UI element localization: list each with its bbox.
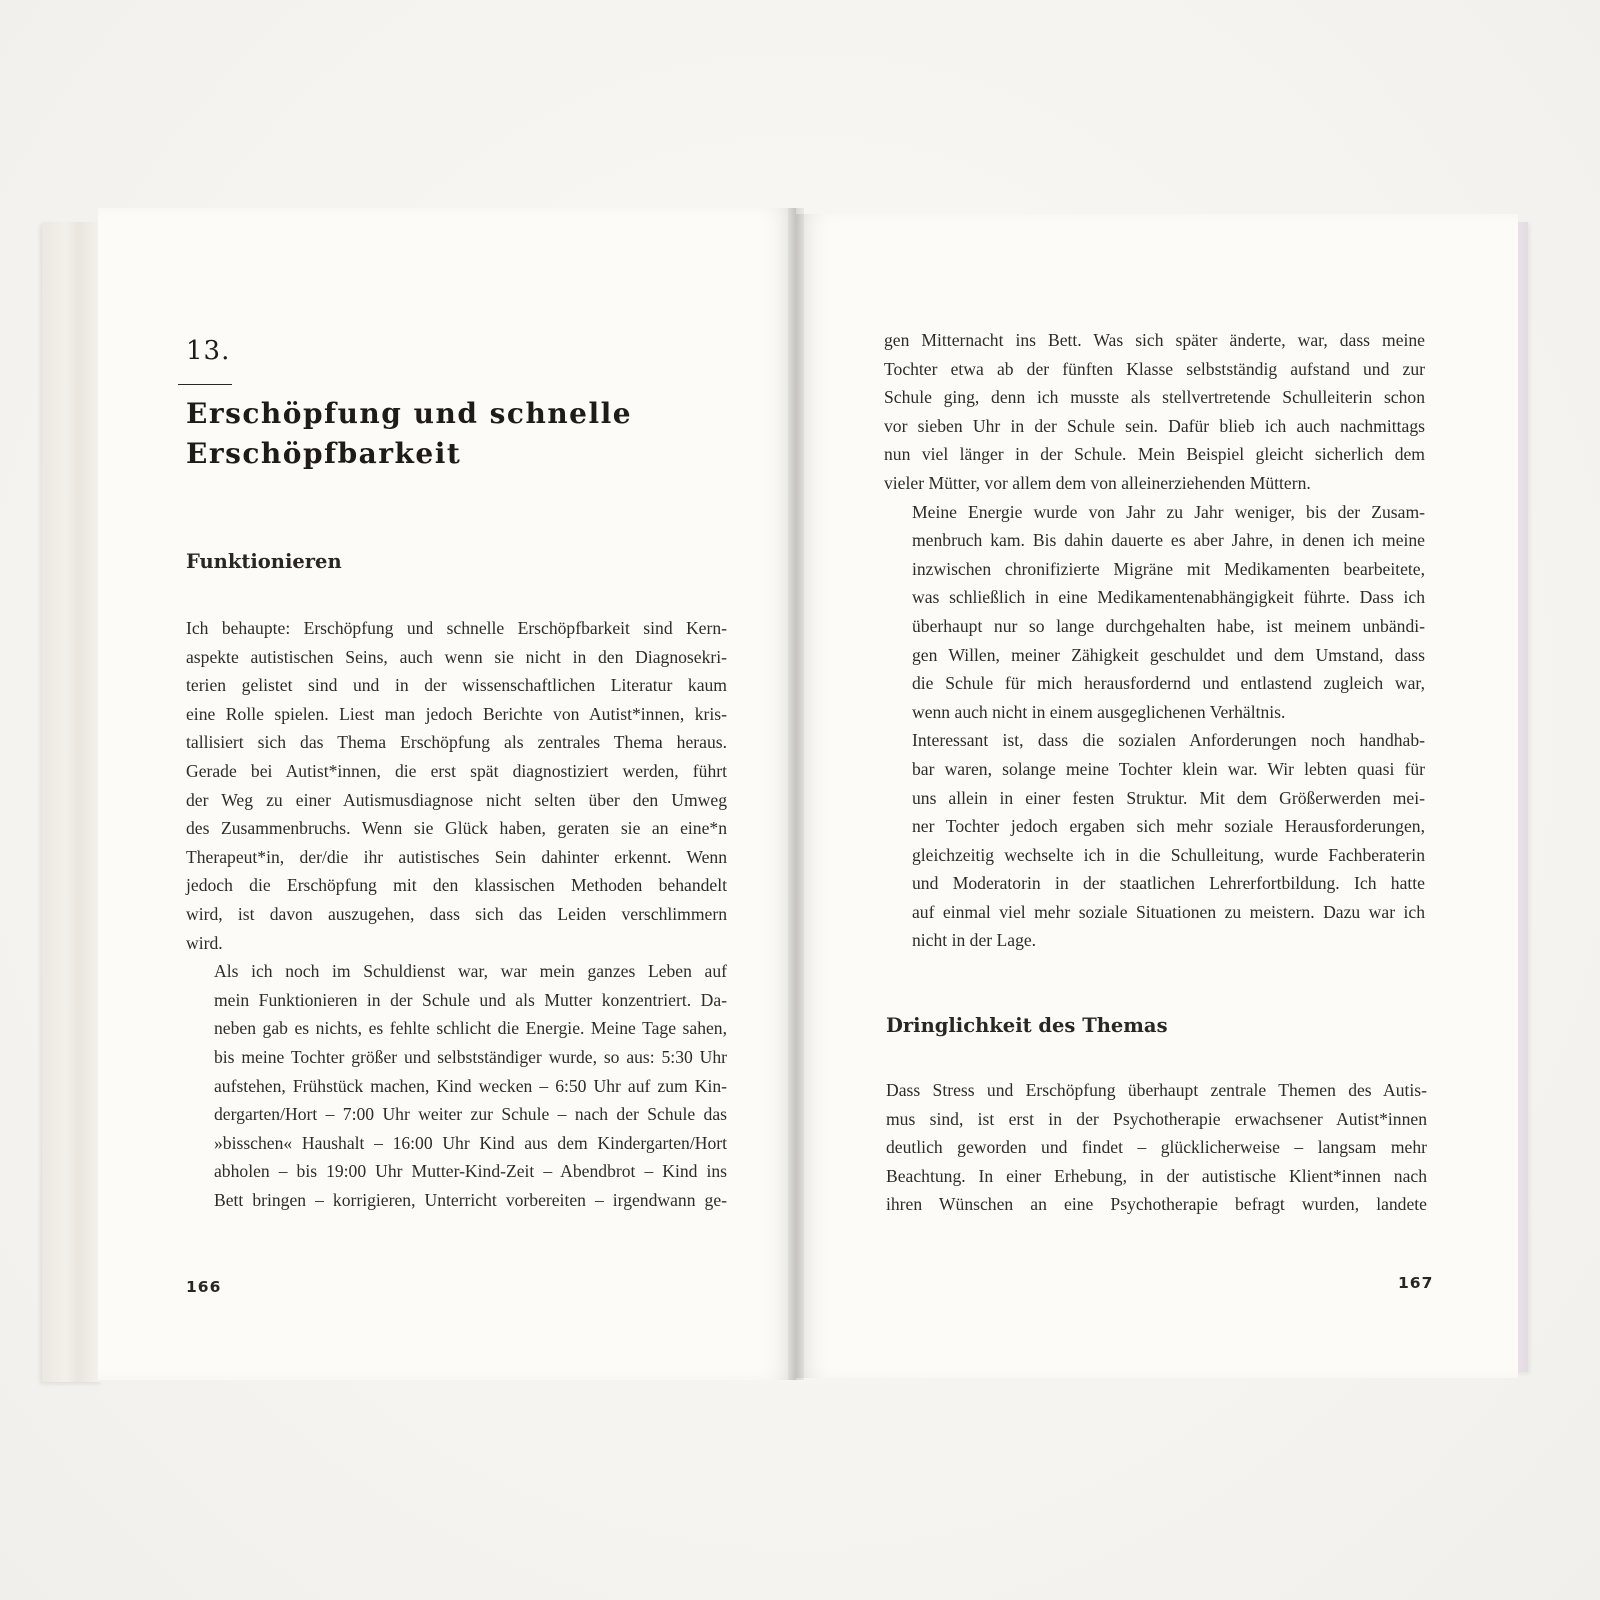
text-line: gen Mitternacht ins Bett. Was sich später änderte, war, dass meine <box>884 330 1425 350</box>
text-line: mus sind, ist erst in der Psychotherapie erwachsener Autist*innen <box>886 1108 1427 1129</box>
text-line: die Schule für mich herausfordernd und entlastend zugleich war, <box>912 673 1425 694</box>
text-line: Als ich noch im Schuldienst war, war mein ganzes Leben auf <box>214 961 727 982</box>
paragraph <box>884 326 1425 498</box>
text-line: wird, ist davon auszugehen, dass sich das Leiden verschlimmern <box>186 903 727 924</box>
text-line: ihren Wünschen an eine Psychotherapie befragt wurden, landete <box>886 1194 1427 1215</box>
text-line: der Weg zu einer Autismusdiagnose nicht selten über den Umweg <box>186 789 727 810</box>
text-line: terien gelistet sind und in der wissenschaftlichen Literatur kaum <box>186 675 727 696</box>
right-body-text-top <box>884 326 1425 955</box>
text-line: Schule ging, denn ich musste als stellvertretende Schulleiterin schon <box>884 387 1425 408</box>
text-line: aufstehen, Frühstück machen, Kind wecken – 6:50 Uhr auf zum Kin- <box>214 1075 727 1096</box>
text-line: vieler Mütter, vor allem dem von alleinerziehenden Müttern. <box>884 472 1311 493</box>
right-body-text-bottom <box>886 1076 1427 1219</box>
text-line: wenn auch nicht in einem ausgeglichenen Verhältnis. <box>912 701 1286 722</box>
paragraph <box>186 614 727 957</box>
text-line: Gerade bei Autist*innen, die erst spät diagnostiziert werden, führt <box>186 760 727 781</box>
text-line: Interessant ist, dass die sozialen Anforderungen noch handhab- <box>912 730 1425 751</box>
right-page <box>796 214 1518 1378</box>
text-line: deutlich geworden und findet – glücklicherweise – langsam mehr <box>886 1137 1427 1158</box>
text-line: Bett bringen – korrigieren, Unterricht vorbereiten – irgendwann ge- <box>214 1189 727 1210</box>
text-line: jedoch die Erschöpfung mit den klassischen Methoden behandelt <box>186 875 727 896</box>
left-page <box>98 208 796 1380</box>
text-line: Ich behaupte: Erschöpfung und schnelle Erschöpfbarkeit sind Kern- <box>186 618 727 638</box>
text-line: Therapeut*in, der/die ihr autistisches Sein dahinter erkennt. Wenn <box>186 846 727 867</box>
page-stack-left <box>42 222 102 1382</box>
text-line: überhaupt nur so lange durchgehalten habe, ist meinem unbändi- <box>912 615 1425 636</box>
text-line: Beachtung. In einer Erhebung, in der autistische Klient*innen nach <box>886 1165 1427 1186</box>
section-title-dringlichkeit: Dringlichkeit des Themas <box>886 1014 1168 1037</box>
text-line: gen Willen, meiner Zähigkeit geschuldet und dem Umstand, dass <box>912 644 1425 665</box>
chapter-title: Erschöpfung und schnelle Erschöpfbarkeit <box>186 397 633 470</box>
text-line: was schließlich in eine Medikamentenabhängigkeit führte. Dass ich <box>912 587 1425 608</box>
paragraph <box>186 957 727 1214</box>
text-line: Tochter etwa ab der fünften Klasse selbstständig aufstand und zur <box>884 358 1425 379</box>
text-line: uns allein in einer festen Struktur. Mit dem Größerwerden mei- <box>912 787 1425 808</box>
text-line: tallisiert sich das Thema Erschöpfung als zentrales Thema heraus. <box>186 732 727 753</box>
text-line: abholen – bis 19:00 Uhr Mutter-Kind-Zeit – Abendbrot – Kind ins <box>214 1161 727 1182</box>
text-line: des Zusammenbruchs. Wenn sie Glück haben, geraten sie an eine*n <box>186 818 727 839</box>
text-line: und Moderatorin in der staatlichen Lehrerfortbildung. Ich hatte <box>912 873 1425 894</box>
text-line: inzwischen chronifizierte Migräne mit Medikamenten bearbeitete, <box>912 558 1425 579</box>
text-line: bar waren, solange meine Tochter klein war. Wir lebten quasi für <box>912 758 1425 779</box>
text-line: aspekte autistischen Seins, auch wenn sie nicht in den Diagnosekri- <box>186 646 727 667</box>
text-line: gleichzeitig wechselte ich in die Schulleitung, wurde Fachberaterin <box>912 844 1425 865</box>
text-line: bis meine Tochter größer und selbstständiger wurde, so aus: 5:30 Uhr <box>214 1046 727 1067</box>
text-line: auf einmal viel mehr soziale Situationen zu meistern. Dazu war ich <box>912 901 1425 922</box>
text-line: vor sieben Uhr in der Schule sein. Dafür blieb ich auch nachmittags <box>884 415 1425 436</box>
text-line: nun viel länger in der Schule. Mein Beispiel gleicht sicherlich dem <box>884 444 1425 465</box>
text-line: ner Tochter jedoch ergaben sich mehr soziale Herausforderungen, <box>912 816 1425 837</box>
text-line: eine Rolle spielen. Liest man jedoch Berichte von Autist*innen, kris- <box>186 703 727 724</box>
left-body-text <box>186 614 727 1214</box>
text-line: Meine Energie wurde von Jahr zu Jahr weniger, bis der Zusam- <box>912 501 1425 522</box>
text-line: menbruch kam. Bis dahin dauerte es aber Jahre, in denen ich meine <box>912 530 1425 551</box>
text-line: wird. <box>186 932 223 953</box>
chapter-number: 13. <box>186 336 231 366</box>
text-line: mein Funktionieren in der Schule und als Mutter konzentriert. Da- <box>214 989 727 1010</box>
text-line: nicht in der Lage. <box>912 930 1037 951</box>
text-line: »bisschen« Haushalt – 16:00 Uhr Kind aus dem Kindergarten/Hort <box>214 1132 727 1153</box>
paragraph <box>884 726 1425 955</box>
paragraph <box>886 1076 1427 1219</box>
section-title-funktionieren: Funktionieren <box>186 550 342 573</box>
text-line: Dass Stress und Erschöpfung überhaupt zentrale Themen des Autis- <box>886 1080 1427 1100</box>
text-line: dergarten/Hort – 7:00 Uhr weiter zur Schule – nach der Schule das <box>214 1104 727 1125</box>
paragraph <box>884 498 1425 727</box>
chapter-rule <box>178 384 232 385</box>
page-number-right: 167 <box>1398 1274 1434 1292</box>
book-gutter <box>788 208 804 1380</box>
text-line: neben gab es nichts, es fehlte schlicht die Energie. Meine Tage sahen, <box>214 1018 727 1039</box>
page-number-left: 166 <box>186 1278 222 1296</box>
